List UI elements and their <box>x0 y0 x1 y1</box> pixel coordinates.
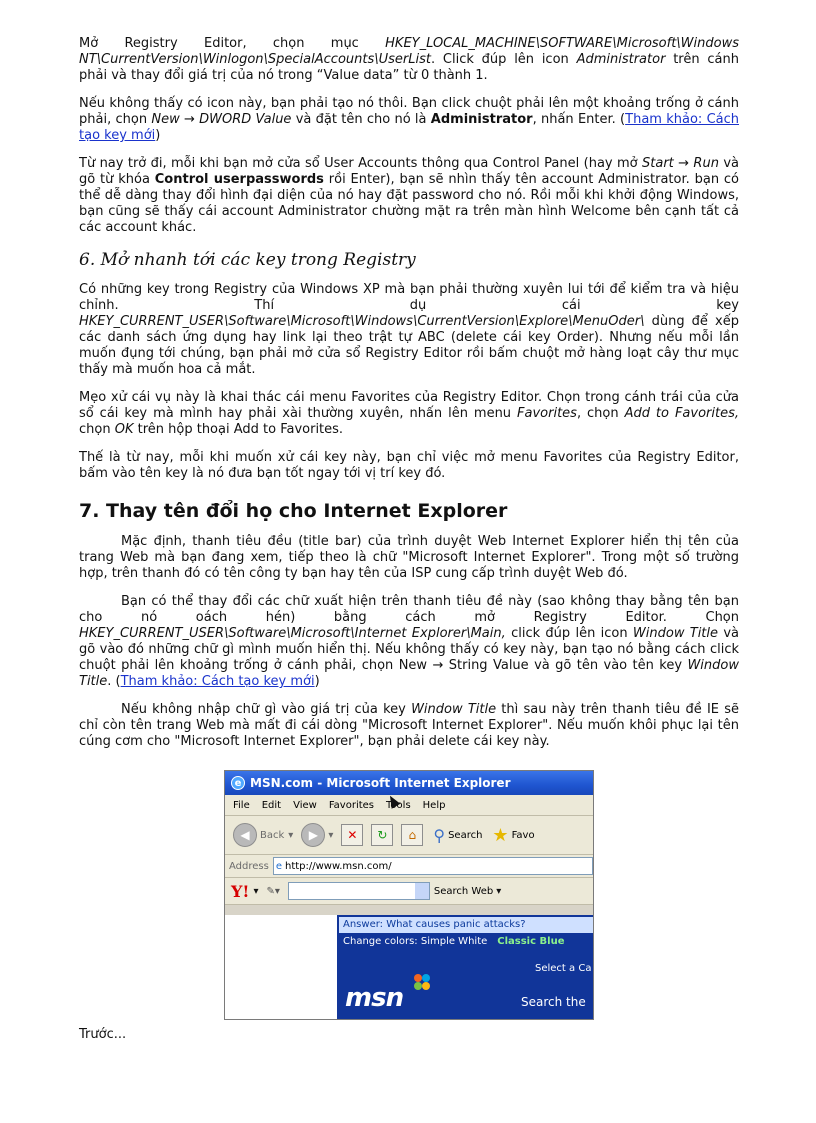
page-icon: e <box>275 860 282 872</box>
search-web-button: Search Web <box>433 885 494 897</box>
answer-banner: Answer: What causes panic attacks? <box>339 917 593 933</box>
search-label: Search <box>448 829 483 841</box>
value-name: Window Title <box>411 702 497 717</box>
ie-toolbar <box>225 816 593 855</box>
text: và gõ từ khóa <box>79 156 739 187</box>
menu-item: Add to Favorites, <box>624 406 739 421</box>
document-body <box>79 36 739 760</box>
dropdown-arrow-icon <box>415 883 429 899</box>
search-button <box>433 826 482 845</box>
reference-link[interactable]: Tham khảo: Cách tạo key mới <box>79 112 739 143</box>
text: Mẹo xử cái vụ này là khai thác cái menu Favorites của Registry Editor. Chọn trong cánh trái của cửa sổ cái key mà mình hay phải xài thường xuyên, nhấn lên menu <box>79 390 739 421</box>
reference-link[interactable]: Tham khảo: Cách tạo key mới <box>120 674 315 689</box>
select-category: Select a Ca <box>535 963 592 974</box>
text: ) <box>155 128 161 143</box>
text: ) <box>314 674 320 689</box>
page-left-area <box>225 915 337 1019</box>
back-arrow-icon: ◀ <box>233 823 257 847</box>
caption-before: Trước... <box>79 1027 127 1042</box>
forward-button <box>301 823 333 847</box>
registry-key-path: HKEY_CURRENT_USER\Software\Microsoft\Windows\CurrentVersion\Explore\MenuOder\ <box>79 314 645 329</box>
menu-name: Favorites <box>517 406 577 421</box>
menu-view: View <box>293 799 317 811</box>
paragraph-frequent-keys <box>79 282 739 378</box>
paragraph-favorites-result: Thế là từ nay, mỗi khi muốn xử cái key này, bạn chỉ việc mở menu Favorites của Registry Editor, bấm vào tên key là nó đưa bạn tốt ngay tới vị trí key đó. <box>79 450 739 481</box>
favorites-button <box>492 825 534 846</box>
simple-white-option: Simple White <box>420 936 488 947</box>
value-name: Window Title <box>632 626 719 641</box>
msn-butterfly-icon <box>413 973 431 991</box>
menu-help: Help <box>422 799 446 811</box>
text: , nhấn Enter. ( <box>532 112 626 127</box>
stop-icon: ✕ <box>341 824 363 846</box>
section-heading-7: 7. Thay tên đổi họ cho Internet Explorer <box>79 500 508 522</box>
ie-title-bar <box>225 771 593 795</box>
stop-button <box>341 824 363 846</box>
button-name: OK <box>114 422 134 437</box>
text: dùng để xếp các danh sách ứng dụng hay link lại theo trật tự ABC (delete cái key Order). Nhưng nếu mỗi lần muốn đụng tới chúng, bạn phải mở cửa sổ Registry Editor rồi bấm chuột mở hàng loạt cây thư mục thấy mà muốn hoa cả mắt. <box>79 314 739 377</box>
paragraph-create-icon <box>79 96 739 144</box>
ie-logo-icon: e <box>231 776 245 790</box>
text: rồi Enter), bạn sẽ nhìn thấy tên account Administrator. bạn có thể dễ dàng thay đổi hình đại diện của nó hay đặt password cho nó. Rồi mỗi khi khởi động Windows, bạn cũng sẽ thấy cái account Administrator chường mặt ra trên màn hình Welcome bên cạnh tất cả các account khác. <box>79 172 739 235</box>
star-icon: ★ <box>492 824 509 846</box>
classic-blue-option: Classic Blue <box>497 936 565 947</box>
paragraph-ie-title-change <box>79 594 739 690</box>
text: Nếu không thấy có icon này, bạn phải tạo nó thôi. Bạn click chuột phải lên một khoảng trống ở cánh phải, chọn <box>79 96 739 127</box>
text: . ( <box>107 674 121 689</box>
text: Từ nay trở đi, mỗi khi bạn mở cửa sổ User Accounts thông qua Control Panel (hay mở <box>79 156 642 171</box>
dropdown-arrow-icon: ▾ <box>496 885 502 897</box>
msn-page-content <box>225 915 593 1019</box>
home-icon: ⌂ <box>401 824 423 846</box>
text: thì sau này trên thanh tiêu đề IE sẽ chỉ còn tên trang Web mà mất đi cái dòng "Microsoft Internet Explorer". Nếu muốn khôi phục lại tên cúng cơm cho "Microsoft Internet Explorer", bạn phải delete cái key này. <box>79 702 739 749</box>
search-icon: ⚲ <box>433 825 446 845</box>
dropdown-arrow-icon: ▾ <box>328 829 334 841</box>
ie-screenshot <box>224 770 594 1020</box>
menu-edit: Edit <box>261 799 282 811</box>
menu-tools: Tools <box>386 799 411 811</box>
back-label: Back <box>260 829 285 841</box>
text: Nếu không nhập chữ gì vào giá trị của key <box>121 702 412 717</box>
section-heading-6: 6. Mở nhanh tới các key trong Registry <box>79 250 416 270</box>
address-bar <box>225 855 593 878</box>
paragraph-registry-userlist <box>79 36 739 84</box>
favorites-label: Favo <box>511 829 535 841</box>
yahoo-search-field <box>288 882 430 900</box>
home-button <box>401 824 423 846</box>
dropdown-arrow-icon: ▾ <box>288 829 294 841</box>
address-url: http://www.msn.com/ <box>284 860 392 872</box>
window-title: MSN.com - Microsoft Internet Explorer <box>250 776 511 790</box>
text: click đúp lên icon <box>505 626 633 641</box>
paragraph-user-accounts <box>79 156 739 236</box>
yahoo-logo: Y! <box>231 881 250 901</box>
paragraph-ie-title-default: Mặc định, thanh tiêu đều (title bar) của trình duyệt Web Internet Explorer hiển thị tên của trang Web mà bạn đang xem, tiếp theo là chữ "Microsoft Internet Explorer". Trong một số trường hợp, trên thanh đó có tên công ty bạn hay tên của ISP cung cấp trình duyệt Web đó. <box>79 534 739 581</box>
text: và đặt tên cho nó là <box>291 112 431 127</box>
text: chọn <box>79 422 115 437</box>
registry-key-path: HKEY_CURRENT_USER\Software\Microsoft\Internet Explorer\Main, <box>79 626 506 641</box>
address-field <box>273 857 593 875</box>
icon-name: Administrator <box>576 52 666 67</box>
forward-arrow-icon: ▶ <box>301 823 325 847</box>
text: trên hộp thoại Add to Favorites. <box>133 422 344 437</box>
address-label: Address <box>229 860 269 872</box>
pencil-icon: ✎▾ <box>266 885 280 897</box>
paragraph-ie-title-restore <box>79 702 739 750</box>
paragraph-favorites-tip <box>79 390 739 438</box>
text: và gõ vào đó những chữ gì mình muốn hiển thị. Nếu không thấy có key này, bạn tạo nó bằng cách click chuột phải lên khoảng trống ở cánh phải, chọn New → String Value và gõ tên vào tên key <box>79 626 739 673</box>
change-colors-label: Change colors: <box>343 936 418 947</box>
change-colors <box>343 936 564 947</box>
menu-favorites: Favorites <box>328 799 375 811</box>
text: trên cánh phải và thay đổi giá trị của nó trong “Value data” từ 0 thành 1. <box>79 52 739 83</box>
search-the-label: Search the <box>521 995 586 1009</box>
refresh-icon: ↻ <box>371 824 393 846</box>
command-text: Control userpasswords <box>154 172 324 187</box>
menu-path: New → DWORD Value <box>151 112 292 127</box>
text: , chọn <box>576 406 625 421</box>
msn-logo: msn <box>345 983 404 1013</box>
back-button <box>233 823 293 847</box>
text: Mở Registry Editor, chọn mục <box>79 36 386 51</box>
refresh-button <box>371 824 393 846</box>
dropdown-arrow-icon: ▾ <box>253 885 259 897</box>
ie-menu-bar <box>225 795 593 816</box>
menu-file: File <box>233 799 250 811</box>
text: . Click đúp lên icon <box>430 52 577 67</box>
text: Bạn có thể thay đổi các chữ xuất hiện trên thanh tiêu đề này (sao không thay bằng tên bạn cho nó oách hén) bằng cách mở Registry Editor. Chọn <box>79 594 739 625</box>
value-name: Administrator <box>430 112 533 127</box>
menu-path: Start → Run <box>642 156 719 171</box>
value-name: Window Title <box>79 658 739 689</box>
yahoo-toolbar <box>225 878 593 905</box>
registry-key-path: HKEY_LOCAL_MACHINE\SOFTWARE\Microsoft\Windows NT\CurrentVersion\Winlogon\SpecialAccounts\UserList <box>79 36 739 67</box>
text: Có những key trong Registry của Windows XP mà bạn phải thường xuyên lui tới để kiểm tra và hiệu chỉnh. Thí dụ cái key <box>79 282 739 313</box>
